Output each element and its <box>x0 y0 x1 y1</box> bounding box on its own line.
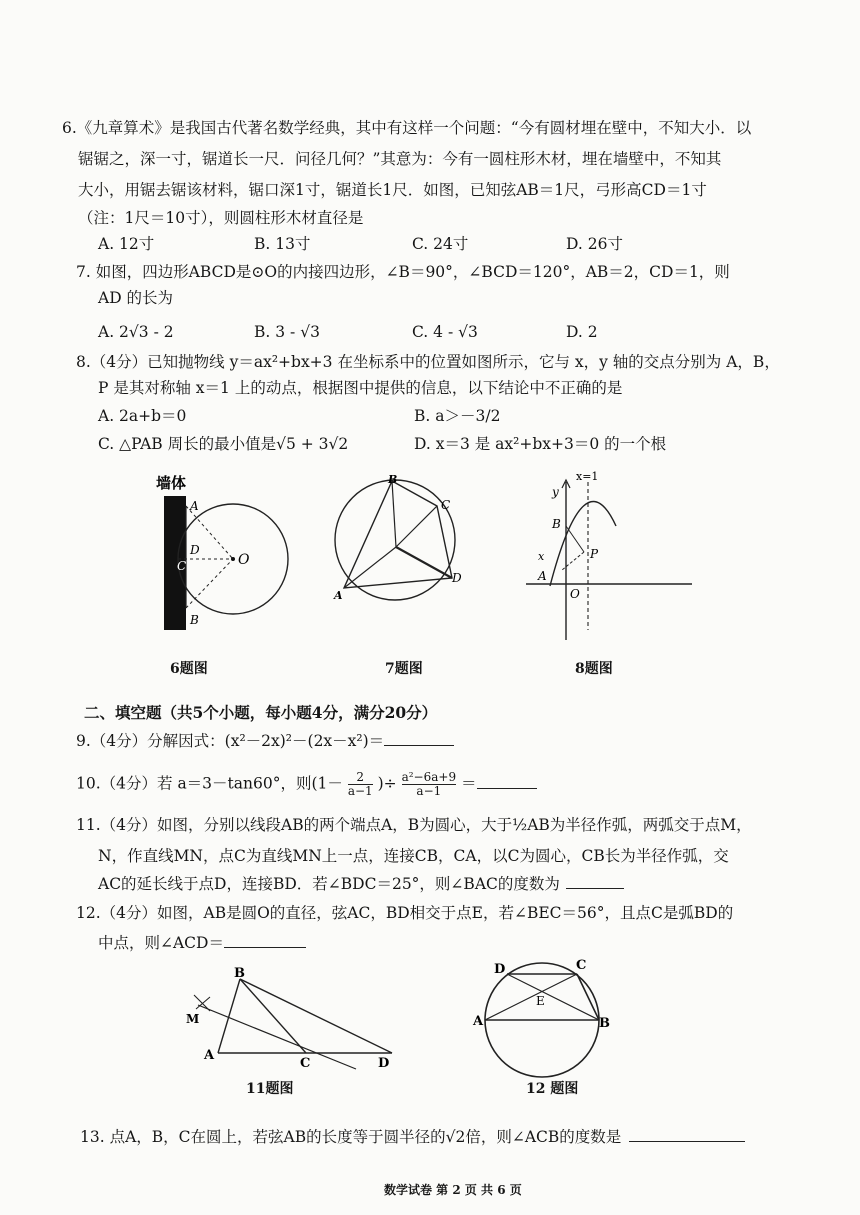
fig7-quadrilateral <box>344 481 452 588</box>
q7-option-b: B. 3 - √3 <box>254 323 320 341</box>
fig11-line-bc <box>240 979 306 1053</box>
fig8-label-a: A <box>538 569 547 583</box>
fig8-segment-bp <box>566 526 584 552</box>
fig6-dash-ob <box>186 559 233 608</box>
q8-option-b: B. a＞－3/2 <box>414 407 501 425</box>
q6-option-d: D. 26寸 <box>566 235 623 253</box>
fig7-caption: 7题图 <box>385 661 423 677</box>
q8-line1: 8.（4分）已知抛物线 y＝ax²+bx+3 在坐标系中的位置如图所示，它与 x，y 轴的交点分别为 A，B， <box>76 353 780 371</box>
fig11-label-a: A <box>204 1048 215 1063</box>
fig7-label-d: D <box>452 571 462 585</box>
q6-line1: 6.《九章算术》是我国古代著名数学经典，其中有这样一个问题：“今有圆材埋在壁中，不知大小．以 <box>62 119 752 137</box>
fig11-label-b: B <box>234 966 245 981</box>
q9-answer-blank <box>384 731 454 746</box>
fig12-chord-cb <box>577 974 599 1020</box>
figure-11 <box>180 965 410 1071</box>
fig11-line-bd <box>240 979 392 1053</box>
fig11-line-mn <box>198 1005 356 1069</box>
q11-line3 <box>98 874 624 894</box>
fig12-chord-ac <box>485 974 577 1020</box>
q9-prompt: 9.（4分）分解因式：(x²－2x)²－(2x－x²)＝ <box>76 732 385 750</box>
fig6-center <box>231 557 235 561</box>
fig7-label-b: B <box>388 473 398 486</box>
page-footer: 数学试卷 第 2 页 共 6 页 <box>384 1183 522 1197</box>
q7-line1: 7. 如图，四边形ABCD是⊙O的内接四边形，∠B＝90°，∠BCD＝120°，AB＝2，CD＝1，则 <box>76 263 730 281</box>
q6-line2: 锯锯之，深一寸，锯道长一尺．问径几何？”其意为：今有一圆柱形木材，埋在墙壁中，不知其 <box>78 150 722 168</box>
q11-line2: N，作直线MN，点C为直线MN上一点，连接CB，CA，以C为圆心，CB长为半径作弧，交 <box>98 847 729 865</box>
fig6-label-a: A <box>190 499 199 513</box>
q8-option-d: D. x＝3 是 ax²+bx+3＝0 的一个根 <box>414 435 667 453</box>
q12-line1: 12.（4分）如图，AB是圆O的直径，弦AC，BD相交于点E，若∠BEC＝56°，且点C是弧BD的 <box>76 904 734 922</box>
fig7-ob <box>392 481 396 547</box>
fig11-label-c: C <box>300 1056 311 1071</box>
q10-fraction-2: $\frac{\text{a²−6a+9}}{a-1}$ <box>401 770 457 798</box>
fig12-caption: 12 题图 <box>526 1081 579 1097</box>
fig6-wall-label: 墙体 <box>156 474 187 492</box>
fig11-line-ab <box>218 979 240 1053</box>
q10-text <box>76 771 537 798</box>
q6-line4: （注：1尺＝10寸），则圆柱形木材直径是 <box>78 209 364 227</box>
q6-option-c: C. 24寸 <box>412 235 469 253</box>
q10-part1: 10.（4分）若 a＝3－tan60°，则(1－ <box>76 774 343 793</box>
fig6-label-c: C <box>177 559 187 573</box>
fig6-label-d: D <box>190 543 200 557</box>
q10-fraction-1: $\frac{2}{a-1}$ <box>347 770 373 798</box>
fig7-label-a: A <box>334 589 343 602</box>
fig12-chord-db <box>507 974 599 1020</box>
q6-option-a: A. 12寸 <box>98 235 155 253</box>
q7-option-a: A. 2√3 - 2 <box>98 323 174 341</box>
fig8-segment-pa <box>562 552 584 570</box>
figure-8 <box>520 470 700 645</box>
fig11-caption: 11题图 <box>246 1081 294 1097</box>
q12-line2-text: 中点，则∠ACD＝ <box>98 934 224 952</box>
fig11-arc-mark <box>194 995 210 1011</box>
q6-line3: 大小，用锯去锯该材料，锯口深1寸，锯道长1尺．如图，已知弦AB＝1尺，弓形高CD＝1寸 <box>78 181 707 199</box>
fig8-label-x: x <box>538 550 545 563</box>
fig8-label-x1: x=1 <box>576 470 599 483</box>
q10-answer-blank <box>477 774 537 789</box>
fig7-label-c: C <box>441 498 451 512</box>
q13-text <box>80 1127 745 1147</box>
fig8-caption: 8题图 <box>575 661 613 677</box>
figure-6 <box>150 470 280 640</box>
figure-12 <box>470 955 630 1075</box>
fig8-label-b: B <box>552 517 561 531</box>
fig6-label-b: B <box>190 613 199 627</box>
fig8-label-p: P <box>590 547 599 561</box>
fig7-oc <box>396 506 437 547</box>
q6-option-b: B. 13寸 <box>254 235 311 253</box>
fig8-parabola <box>550 502 616 587</box>
fig12-label-b: B <box>599 1016 610 1031</box>
fig6-caption: 6题图 <box>170 661 208 677</box>
q11-line3-text: AC的延长线于点D，连接BD．若∠BDC＝25°，则∠BAC的度数为 <box>98 875 560 893</box>
q10-part2: )÷ <box>377 774 397 793</box>
fig12-label-a: A <box>473 1014 484 1029</box>
section2-header: 二、填空题（共5个小题，每小题4分，满分20分） <box>84 703 438 722</box>
q7-line2: AD 的长为 <box>98 289 174 307</box>
q13-answer-blank <box>629 1127 745 1142</box>
fig12-label-c: C <box>576 958 587 973</box>
fig7-oa <box>344 547 396 588</box>
q12-answer-blank <box>224 933 306 948</box>
fig12-label-e: E <box>536 994 545 1008</box>
q7-option-d: D. 2 <box>566 323 598 341</box>
q12-line2 <box>98 933 306 953</box>
q10-part3: ＝ <box>461 774 477 793</box>
figure-7 <box>330 475 470 605</box>
q9-text <box>76 731 454 751</box>
q11-answer-blank <box>566 874 624 889</box>
q8-option-c: C. △PAB 周长的最小值是√5 + 3√2 <box>98 435 349 453</box>
q8-line2: P 是其对称轴 x＝1 上的动点，根据图中提供的信息，以下结论中不正确的是 <box>98 379 623 397</box>
fig8-label-y: y <box>552 485 559 499</box>
fig11-label-m: M <box>186 1012 200 1026</box>
fig7-od <box>396 547 452 578</box>
q11-line1: 11.（4分）如图，分别以线段AB的两个端点A，B为圆心，大于½AB为半径作弧，两弧交于点M， <box>76 816 752 834</box>
q13-prompt: 13. 点A，B，C在圆上，若弦AB的长度等于圆半径的√2倍，则∠ACB的度数是 <box>80 1128 622 1146</box>
q8-option-a: A. 2a+b＝0 <box>98 407 187 425</box>
q7-option-c: C. 4 - √3 <box>412 323 478 341</box>
fig12-label-d: D <box>494 962 506 977</box>
fig11-label-d: D <box>378 1056 390 1071</box>
fig8-label-o: O <box>570 587 580 601</box>
fig6-label-o: O <box>238 552 250 568</box>
